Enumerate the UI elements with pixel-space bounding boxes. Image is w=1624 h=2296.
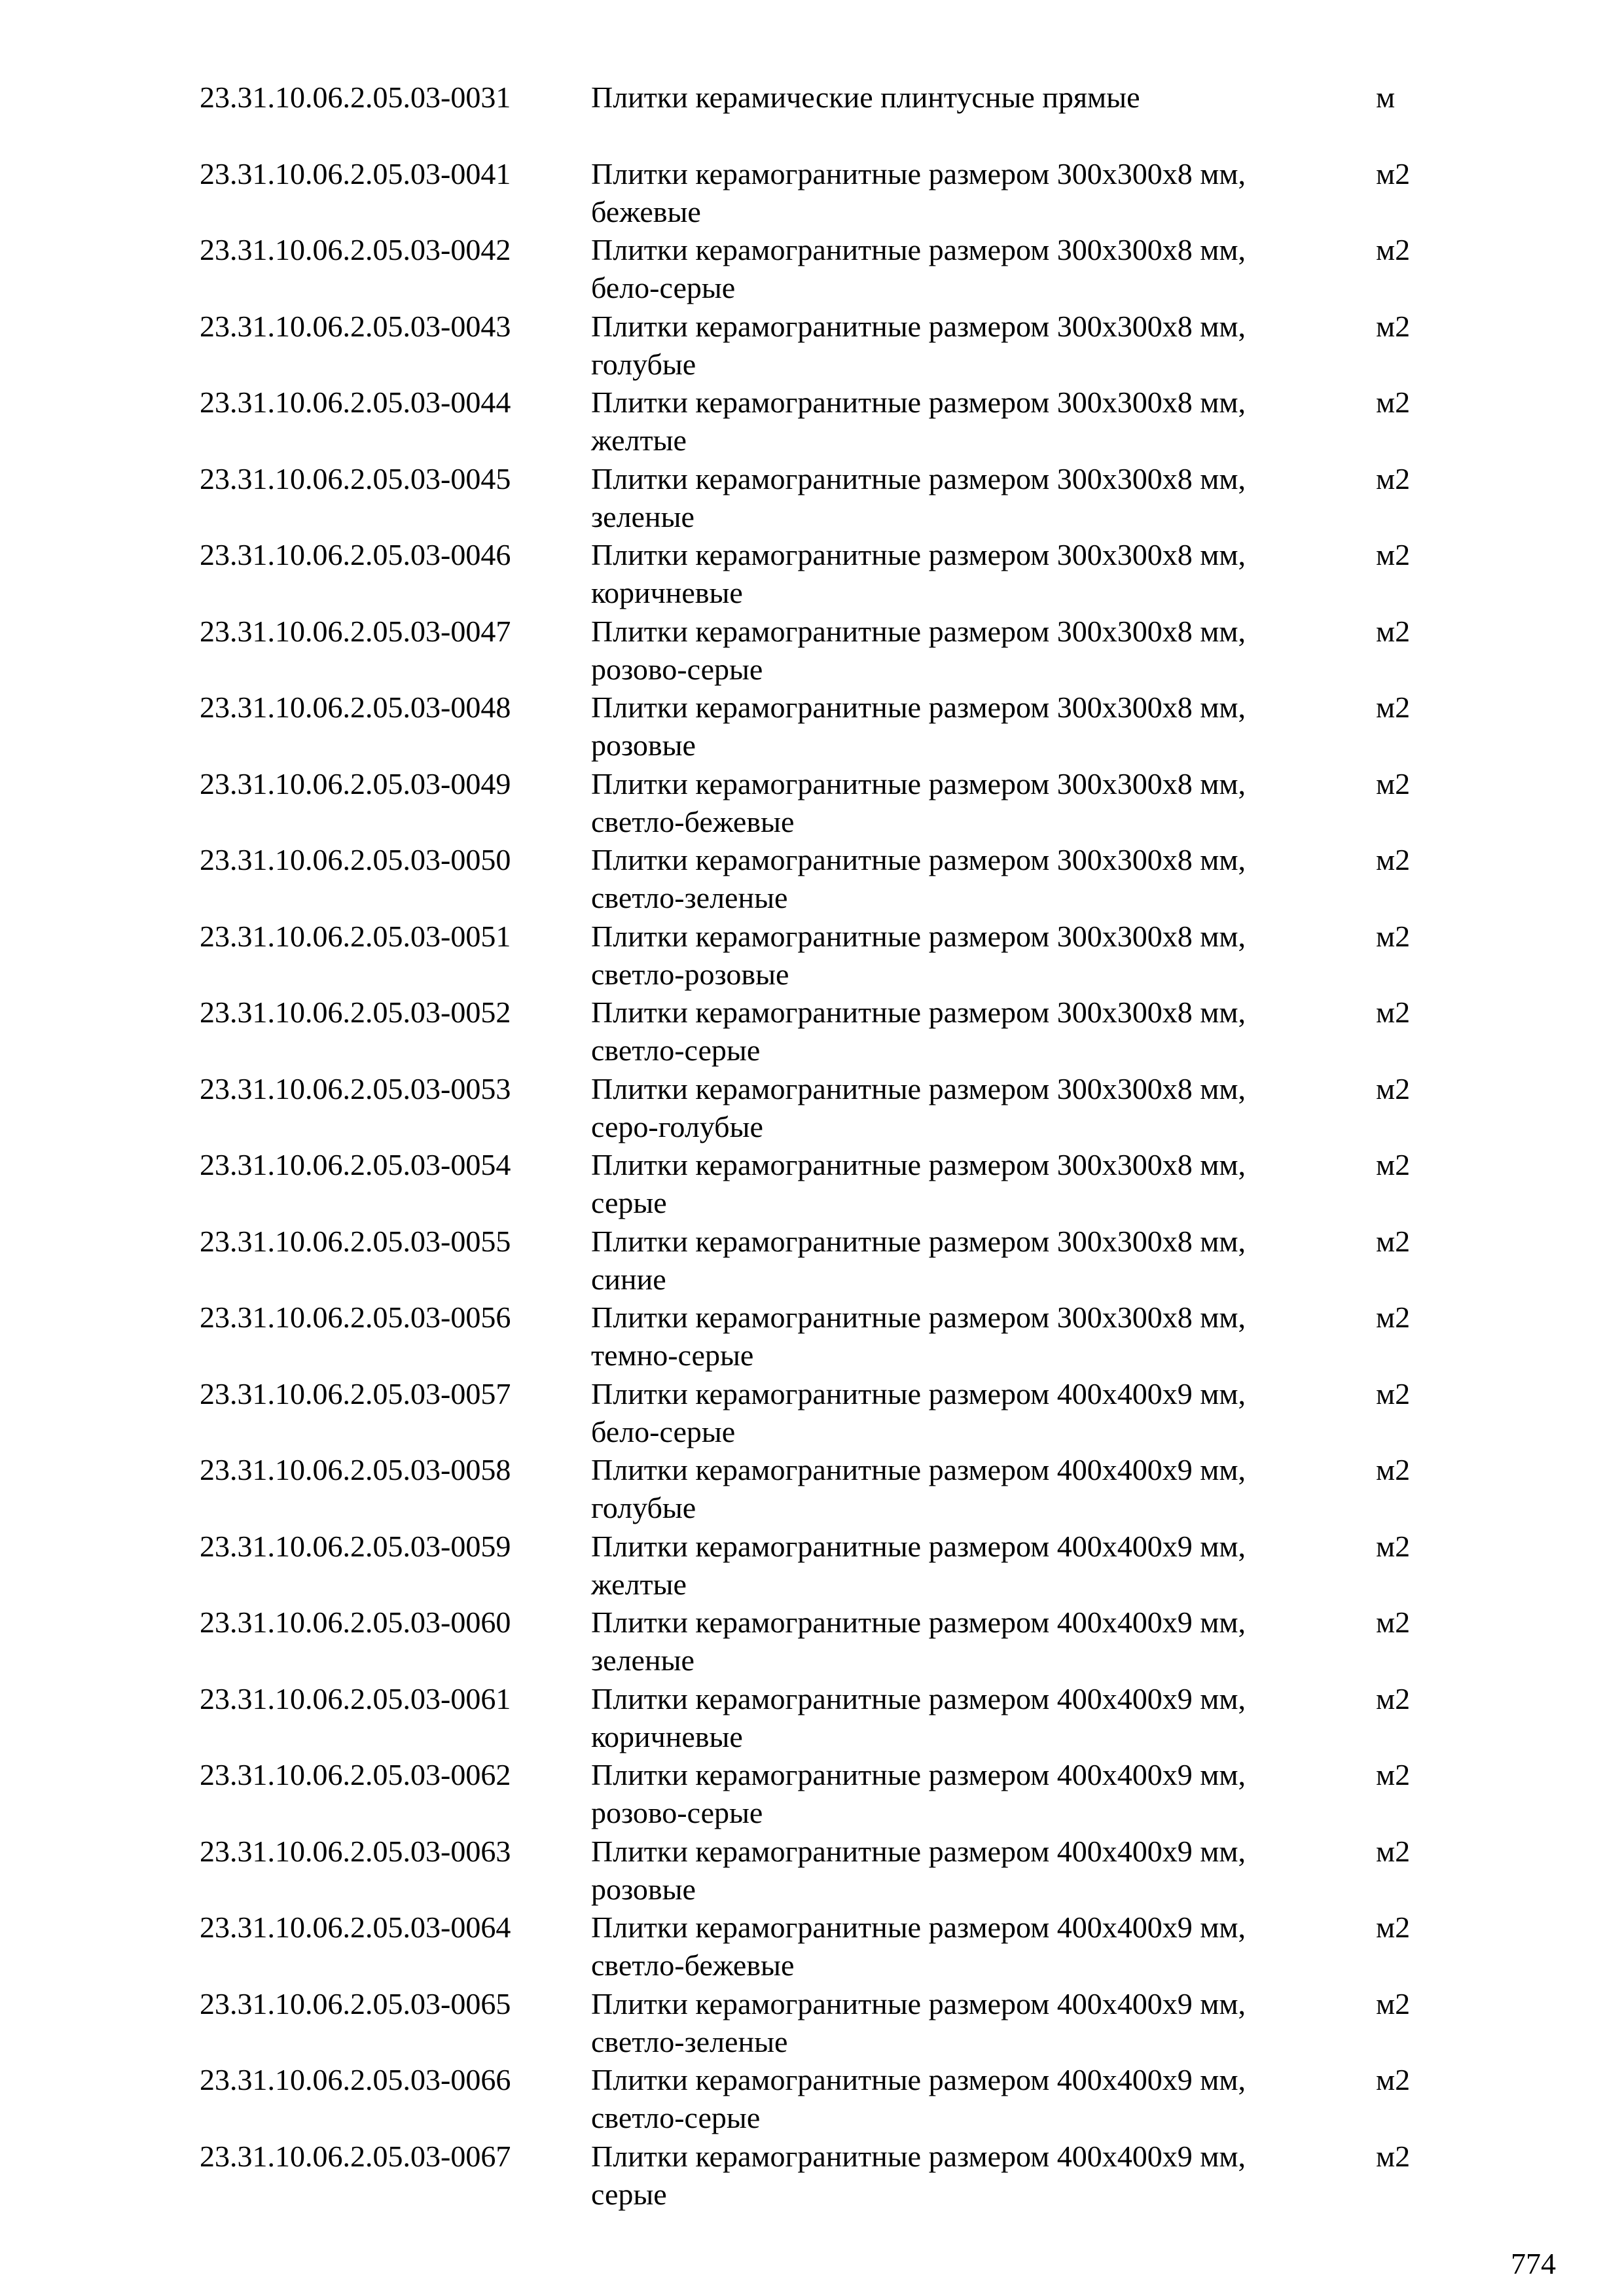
table-row [200,231,1443,308]
unit-of-measure: м2 [1376,1376,1411,1410]
resource-name-line: Плитки керамогранитные размером 400х400х9 мм, [591,1453,1246,1486]
resource-name-line: Плитки керамогранитные размером 400х400х9 мм, [591,1681,1246,1715]
resource-name [591,1223,1246,1299]
resource-name [591,1375,1246,1451]
resource-name [591,1146,1246,1222]
resource-name [591,155,1246,231]
resource-code: 23.31.10.06.2.05.03-0059 [200,1529,511,1563]
resource-name-line: Плитки керамогранитные размером 300х300х8 мм, [591,1148,1246,1181]
resource-name-line: Плитки керамогранитные размером 400х400х9 мм, [591,1834,1246,1868]
resource-name-line: бело-серые [591,271,736,304]
resource-name-line: серо-голубые [591,1109,763,1143]
resource-name-line: коричневые [591,576,743,609]
resource-code: 23.31.10.06.2.05.03-0062 [200,1758,511,1791]
table-row [200,2138,1443,2214]
resource-code: 23.31.10.06.2.05.03-0058 [200,1453,511,1486]
resource-code: 23.31.10.06.2.05.03-0048 [200,691,511,724]
resource-name-line: Плитки керамогранитные размером 300х300х8 мм, [591,386,1246,419]
unit-of-measure: м2 [1376,461,1411,495]
resource-name-line: Плитки керамогранитные размером 300х300х8 мм, [591,1224,1246,1258]
resource-name-line: голубые [591,347,696,381]
table-row [200,1833,1443,1909]
resource-code: 23.31.10.06.2.05.03-0060 [200,1605,511,1639]
resource-name [591,1604,1246,1679]
unit-of-measure: м2 [1376,1300,1411,1334]
resource-code: 23.31.10.06.2.05.03-0044 [200,386,511,419]
table-row [200,1070,1443,1147]
resource-name [591,841,1246,917]
table-row [200,1146,1443,1223]
table-row [200,1299,1443,1375]
resource-name-line: розовые [591,728,696,762]
table-row [200,613,1443,689]
unit-of-measure: м2 [1376,1910,1411,1944]
unit-of-measure: м [1376,81,1396,114]
resource-code: 23.31.10.06.2.05.03-0054 [200,1148,511,1181]
resource-name-line: Плитки керамогранитные размером 400х400х9 мм, [591,1605,1246,1639]
resource-name-line: Плитки керамогранитные размером 300х300х8 мм, [591,996,1246,1029]
resource-name-line: Плитки керамогранитные размером 400х400х9 мм, [591,1376,1246,1410]
resource-name-line: зеленые [591,499,695,533]
table-row [200,1451,1443,1528]
resource-code: 23.31.10.06.2.05.03-0047 [200,614,511,648]
resource-name-line: Плитки керамогранитные размером 400х400х9 мм, [591,2063,1246,2096]
resource-code: 23.31.10.06.2.05.03-0065 [200,1986,511,2020]
table-row [200,918,1443,994]
resource-name-line: светло-серые [591,2101,761,2134]
resource-code: 23.31.10.06.2.05.03-0051 [200,919,511,953]
unit-of-measure: м2 [1376,1681,1411,1715]
unit-of-measure: м2 [1376,691,1411,724]
resource-name [591,1451,1246,1527]
unit-of-measure: м2 [1376,2063,1411,2096]
unit-of-measure: м2 [1376,1453,1411,1486]
resource-name-line: бело-серые [591,1414,736,1448]
resource-name-line: желтые [591,1567,687,1601]
unit-of-measure: м2 [1376,1834,1411,1868]
resource-name-line: Плитки керамогранитные размером 300х300х8 мм, [591,691,1246,724]
resource-name [591,689,1246,764]
resource-name-line: светло-зеленые [591,881,788,914]
table-row [200,1223,1443,1299]
table-row [200,2061,1443,2138]
resource-name [591,1985,1246,2061]
resource-name [591,1756,1246,1832]
unit-of-measure: м2 [1376,1605,1411,1639]
resource-code: 23.31.10.06.2.05.03-0031 [200,81,511,114]
resource-name [591,308,1246,384]
resource-name [591,1299,1246,1374]
resource-code: 23.31.10.06.2.05.03-0066 [200,2063,511,2096]
resource-name-line: Плитки керамогранитные размером 300х300х8 мм, [591,461,1246,495]
table-row [200,1528,1443,1604]
resource-name-line: Плитки керамогранитные размером 300х300х8 мм, [591,309,1246,343]
resource-name-line: Плитки керамогранитные размером 400х400х9 мм, [591,1758,1246,1791]
unit-of-measure: м2 [1376,996,1411,1029]
resource-name-line: светло-зеленые [591,2024,788,2058]
resource-name-line: бежевые [591,194,701,228]
table-row [200,308,1443,384]
resource-name [591,994,1246,1069]
resource-name-line: Плитки керамогранитные размером 400х400х9 мм, [591,1986,1246,2020]
unit-of-measure: м2 [1376,156,1411,190]
resource-code: 23.31.10.06.2.05.03-0055 [200,1224,511,1258]
resource-name [591,2138,1246,2214]
table-row [200,994,1443,1070]
resource-name-line: розово-серые [591,1796,763,1829]
table-row [200,384,1443,460]
resource-name-line: желтые [591,423,687,457]
unit-of-measure: м2 [1376,386,1411,419]
resource-name-line: светло-бежевые [591,1948,795,1982]
resource-code: 23.31.10.06.2.05.03-0049 [200,766,511,800]
unit-of-measure: м2 [1376,766,1411,800]
table-row [200,536,1443,613]
table-row [200,1756,1443,1833]
resource-name-line: Плитки керамогранитные размером 300х300х8 мм, [591,538,1246,571]
resource-name-line: Плитки керамогранитные размером 400х400х9 мм, [591,1910,1246,1944]
resource-name-line: розовые [591,1872,696,1906]
unit-of-measure: м2 [1376,843,1411,876]
resource-name [591,1909,1246,1984]
unit-of-measure: м2 [1376,1758,1411,1791]
resource-name-line: серые [591,2177,667,2211]
unit-of-measure: м2 [1376,1529,1411,1563]
unit-of-measure: м2 [1376,1071,1411,1105]
resource-name-line: светло-серые [591,1033,761,1067]
resource-code: 23.31.10.06.2.05.03-0050 [200,843,511,876]
resource-code: 23.31.10.06.2.05.03-0053 [200,1071,511,1105]
table-row [200,1604,1443,1680]
resource-name [591,1680,1246,1756]
resource-code: 23.31.10.06.2.05.03-0046 [200,538,511,571]
resource-name-line: коричневые [591,1719,743,1753]
resource-name [591,79,1246,117]
resource-code: 23.31.10.06.2.05.03-0041 [200,156,511,190]
resource-name-line: голубые [591,1491,696,1524]
resource-code: 23.31.10.06.2.05.03-0045 [200,461,511,495]
table-row [200,1375,1443,1452]
unit-of-measure: м2 [1376,309,1411,343]
table-row [200,841,1443,918]
table-row [200,79,1443,155]
unit-of-measure: м2 [1376,1986,1411,2020]
resource-name-line: серые [591,1186,667,1219]
resource-code: 23.31.10.06.2.05.03-0064 [200,1910,511,1944]
resource-name [591,918,1246,994]
resource-name-line: Плитки керамогранитные размером 400х400х9 мм, [591,2139,1246,2173]
table-row [200,155,1443,232]
unit-of-measure: м2 [1376,233,1411,266]
unit-of-measure: м2 [1376,538,1411,571]
price-list-table [200,79,1443,2214]
resource-code: 23.31.10.06.2.05.03-0061 [200,1681,511,1715]
resource-name-line: Плитки керамогранитные размером 300х300х8 мм, [591,1300,1246,1334]
resource-name [591,765,1246,841]
resource-name [591,1070,1246,1146]
table-row [200,460,1443,537]
resource-name-line: Плитки керамогранитные размером 300х300х8 мм, [591,843,1246,876]
table-row [200,1985,1443,2062]
resource-name [591,613,1246,689]
resource-code: 23.31.10.06.2.05.03-0063 [200,1834,511,1868]
table-row [200,689,1443,765]
table-row [200,765,1443,842]
resource-name-line: Плитки керамогранитные размером 300х300х8 мм, [591,766,1246,800]
resource-code: 23.31.10.06.2.05.03-0057 [200,1376,511,1410]
resource-name-line: Плитки керамогранитные размером 300х300х8 мм, [591,614,1246,648]
resource-name-line: светло-бежевые [591,804,795,838]
unit-of-measure: м2 [1376,2139,1411,2173]
resource-code: 23.31.10.06.2.05.03-0067 [200,2139,511,2173]
resource-name-line: Плитки керамогранитные размером 400х400х9 мм, [591,1529,1246,1563]
resource-name-line: Плитки керамогранитные размером 300х300х8 мм, [591,1071,1246,1105]
page-number: 774 [1511,2247,1556,2280]
unit-of-measure: м2 [1376,1224,1411,1258]
resource-name-line: Плитки керамические плинтусные прямые [591,81,1140,114]
resource-name-line: Плитки керамогранитные размером 300х300х8 мм, [591,919,1246,953]
resource-name-line: Плитки керамогранитные размером 300х300х8 мм, [591,156,1246,190]
resource-name-line: зеленые [591,1643,695,1677]
resource-name [591,231,1246,307]
unit-of-measure: м2 [1376,1148,1411,1181]
resource-name [591,384,1246,459]
table-row [200,1909,1443,1985]
resource-code: 23.31.10.06.2.05.03-0052 [200,996,511,1029]
resource-name [591,460,1246,536]
unit-of-measure: м2 [1376,919,1411,953]
table-row [200,1680,1443,1757]
resource-name [591,1528,1246,1604]
resource-name [591,536,1246,612]
resource-name-line: синие [591,1262,666,1296]
resource-name-line: розово-серые [591,652,763,686]
resource-name-line: Плитки керамогранитные размером 300х300х8 мм, [591,233,1246,266]
resource-code: 23.31.10.06.2.05.03-0042 [200,233,511,266]
resource-name-line: светло-розовые [591,957,789,991]
resource-name [591,2061,1246,2137]
resource-name [591,1833,1246,1909]
resource-code: 23.31.10.06.2.05.03-0056 [200,1300,511,1334]
unit-of-measure: м2 [1376,614,1411,648]
resource-name-line: темно-серые [591,1338,754,1372]
resource-code: 23.31.10.06.2.05.03-0043 [200,309,511,343]
